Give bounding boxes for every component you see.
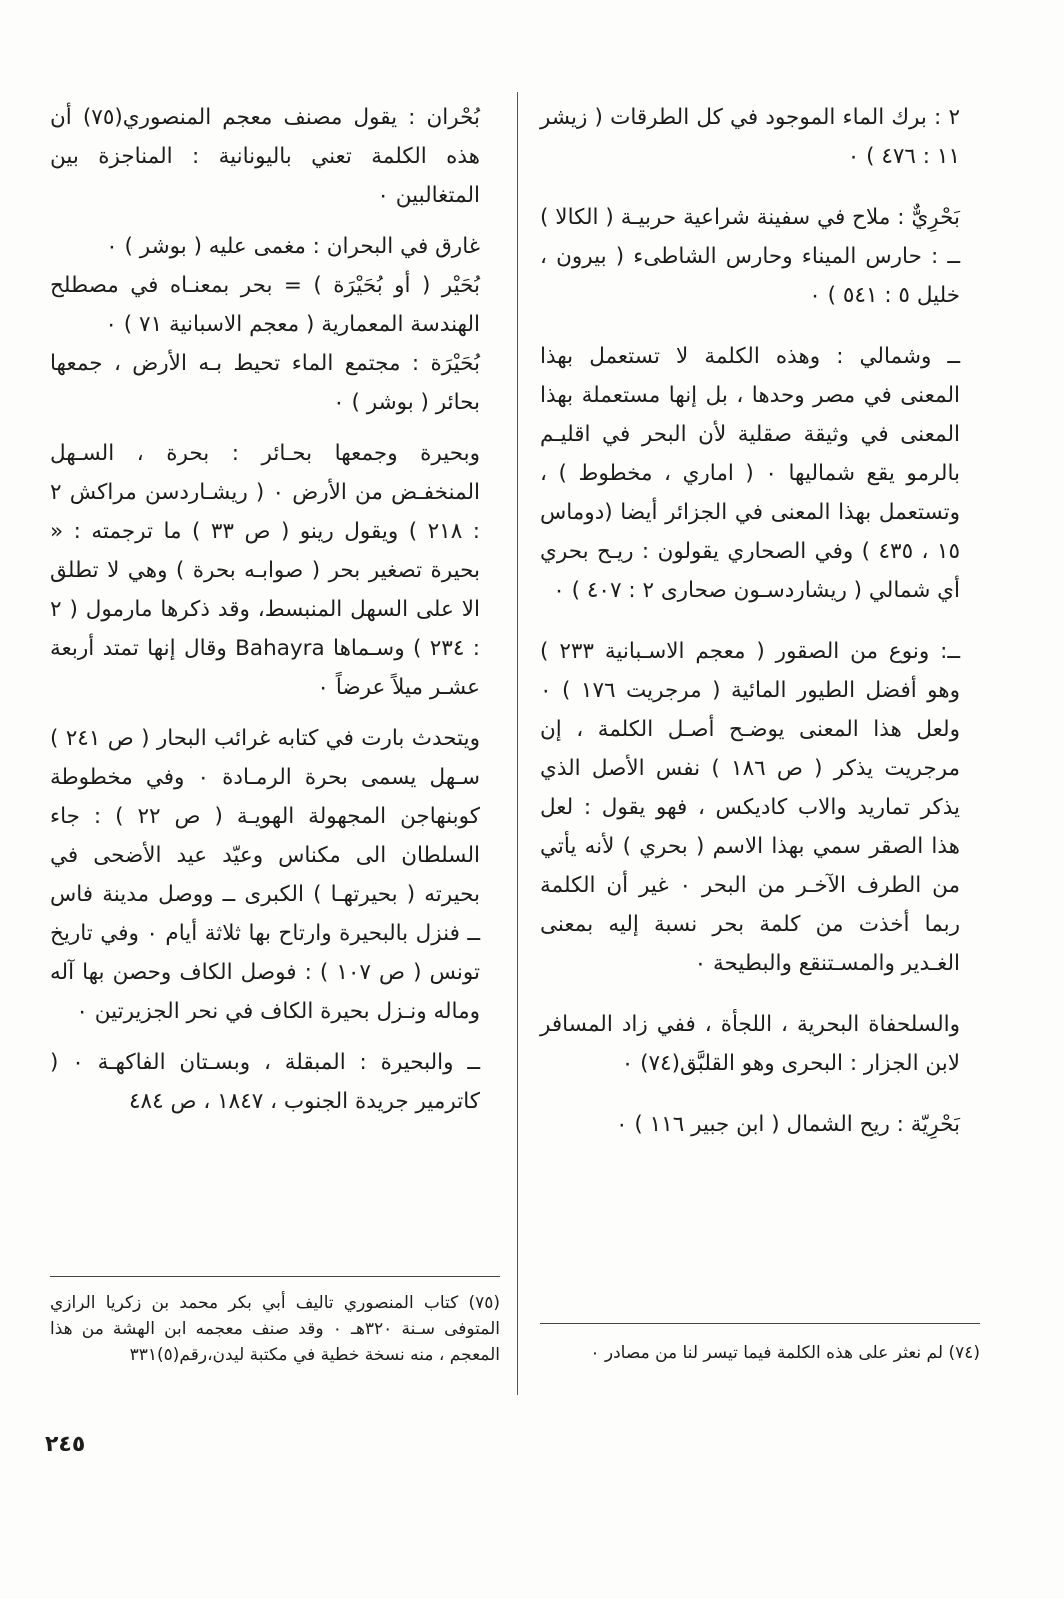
footnote-rule xyxy=(540,1323,980,1324)
entry-paragraph: بُحَيْرَة : مجتمع الماء تحيط بـه الأرض ، جمعها بحائر ( بوشر ) ٠ xyxy=(50,351,480,415)
entry-paragraph: ــ والبحيرة : المبقلة ، وبسـتان الفاكهـة ٠ ( كاترمير جريدة الجنوب ، ١٨٤٧ ، ص ٤٨٤ xyxy=(50,1050,480,1114)
footnote-rule xyxy=(50,1276,500,1277)
entry-paragraph: غارق في البحران : مغمى عليه ( بوشر ) ٠ xyxy=(106,234,480,259)
footnote-75: (٧٥) كتاب المنصوري تاليف أبي بكر محمد بن زكريا الرازي المتوفى سـنة ٣٢٠هـ ٠ وقد صنف معجمه ابن الهشة من هذا المعجم ، منه نسخة خطية في مكتبة ليدن،رقم(٥)٣٣١ xyxy=(50,1293,501,1365)
entry-paragraph: ٢ : برك الماء الموجود في كل الطرقات ( زيشر ١١ : ٤٧٦ ) ٠ xyxy=(540,105,960,169)
left-column xyxy=(50,98,480,1121)
page-number: ٢٤٥ xyxy=(45,1432,86,1457)
entry-paragraph: بُحْران : يقول مصنف معجم المنصوري(٧٥) أن هذه الكلمة تعني باليونانية : المناجزة بين المتغالبين ٠ xyxy=(50,105,480,208)
entry-paragraph: بَحْرِيّة : ريح الشمال ( ابن جبير ١١٦ ) ٠ xyxy=(616,1112,960,1137)
column-divider xyxy=(517,92,518,1395)
entry-paragraph: والسلحفاة البحرية ، اللجأة ، ففي زاد المسافر لابن الجزار : البحرى وهو القلبَّق(٧٤) ٠ xyxy=(540,1012,960,1076)
right-column xyxy=(540,98,960,1144)
entry-paragraph: ــ وشمالي : وهذه الكلمة لا تستعمل بهذا المعنى في مصر وحدها ، بل إنها مستعملة بهذا المعنى في وثيقة صقلية لأن البحر في اقليـم بالرمو يقع شماليها ٠ ( اماري ، مخطوط ) ، وتستعمل بهذا المعنى في الجزائر أيضا (دوماس ١٥ ، ٤٣٥ ) وفي الصحاري يقولون : ريـح بحري أي شمالي ( ريشاردسـون صحارى ٢ : ٤٠٧ ) ٠ xyxy=(540,344,961,603)
entry-paragraph: ــ: ونوع من الصقور ( معجم الاسـبانية ٢٣٣ ) وهو أفضل الطيور المائية ( مرجريت ١٧٦ ) ٠ ولعل هذا المعنى يوضـح أصـل الكلمة ، إن مرجريت يذكر ( ص ١٨٦ ) نفس الأصل الذي يذكر تماريد والاب كاديكس ، فهو يقول : لعل هذا الصقر سمي بهذا الاسم ( بحري ) لأنه يأتي من الطرف الآخـر من البحر ٠ غير أن الكلمة ربما أخذت من كلمة بحر نسبة إليه بمعنى الغـدير والمسـتنقع والبطيحة ٠ xyxy=(540,639,960,976)
entry-paragraph: ويتحدث بارت في كتابه غرائب البحار ( ص ٢٤١ ) سـهل يسمى بحرة الرمـادة ٠ وفي مخطوطة كوبنهاجن المجهولة الهويـة ( ص ٢٢ ) : جاء السلطان الى مكناس وعيّد عيد الأضحى في بحيرته ( بحيرتهـا ) الكبرى ــ ووصل مدينة فاس ــ فنزل بالبحيرة وارتاح بها ثلاثة أيام ٠ وفي تاريخ تونس ( ص ١٠٧ ) : فوصل الكاف وحصن بها آله وماله ونـزل بحيرة الكاف في نحر الجزيرتين ٠ xyxy=(50,726,481,1024)
entry-paragraph: وبحيرة وجمعها بحـائر : بحرة ، السـهل المنخفـض من الأرض ٠ ( ريشـاردسن مراكش ٢ : ٢١٨ ) ويقول رينو ( ص ٣٣ ) ما ترجمته : « بحيرة تصغير بحر ( صوابـه بحرة ) وهي لا تطلق الا على السهل المنبسط، وقد ذكرها مارمول ( ٢ : ٢٣٤ ) وسـماها Bahayra وقال إنها تمتد أربعة عشـر ميلاً عرضاً ٠ xyxy=(50,441,480,700)
entry-paragraph: بَحْرِيٌّ : ملاح في سفينة شراعية حربيـة ( الكالا ) ــ : حارس الميناء وحارس الشاطىء ( بيرون ، خليل ٥ : ٥٤١ ) ٠ xyxy=(540,205,960,308)
entry-paragraph: بُحَيْر ( أو بُحَيْرَة ) = بحر بمعنـاه في مصطلح الهندسة المعمارية ( معجم الاسبانية ٧١ ) ٠ xyxy=(50,273,480,337)
footnote-74: (٧٤) لم نعثر على هذه الكلمة فيما تيسر لنا من مصادر ٠ xyxy=(590,1343,980,1363)
